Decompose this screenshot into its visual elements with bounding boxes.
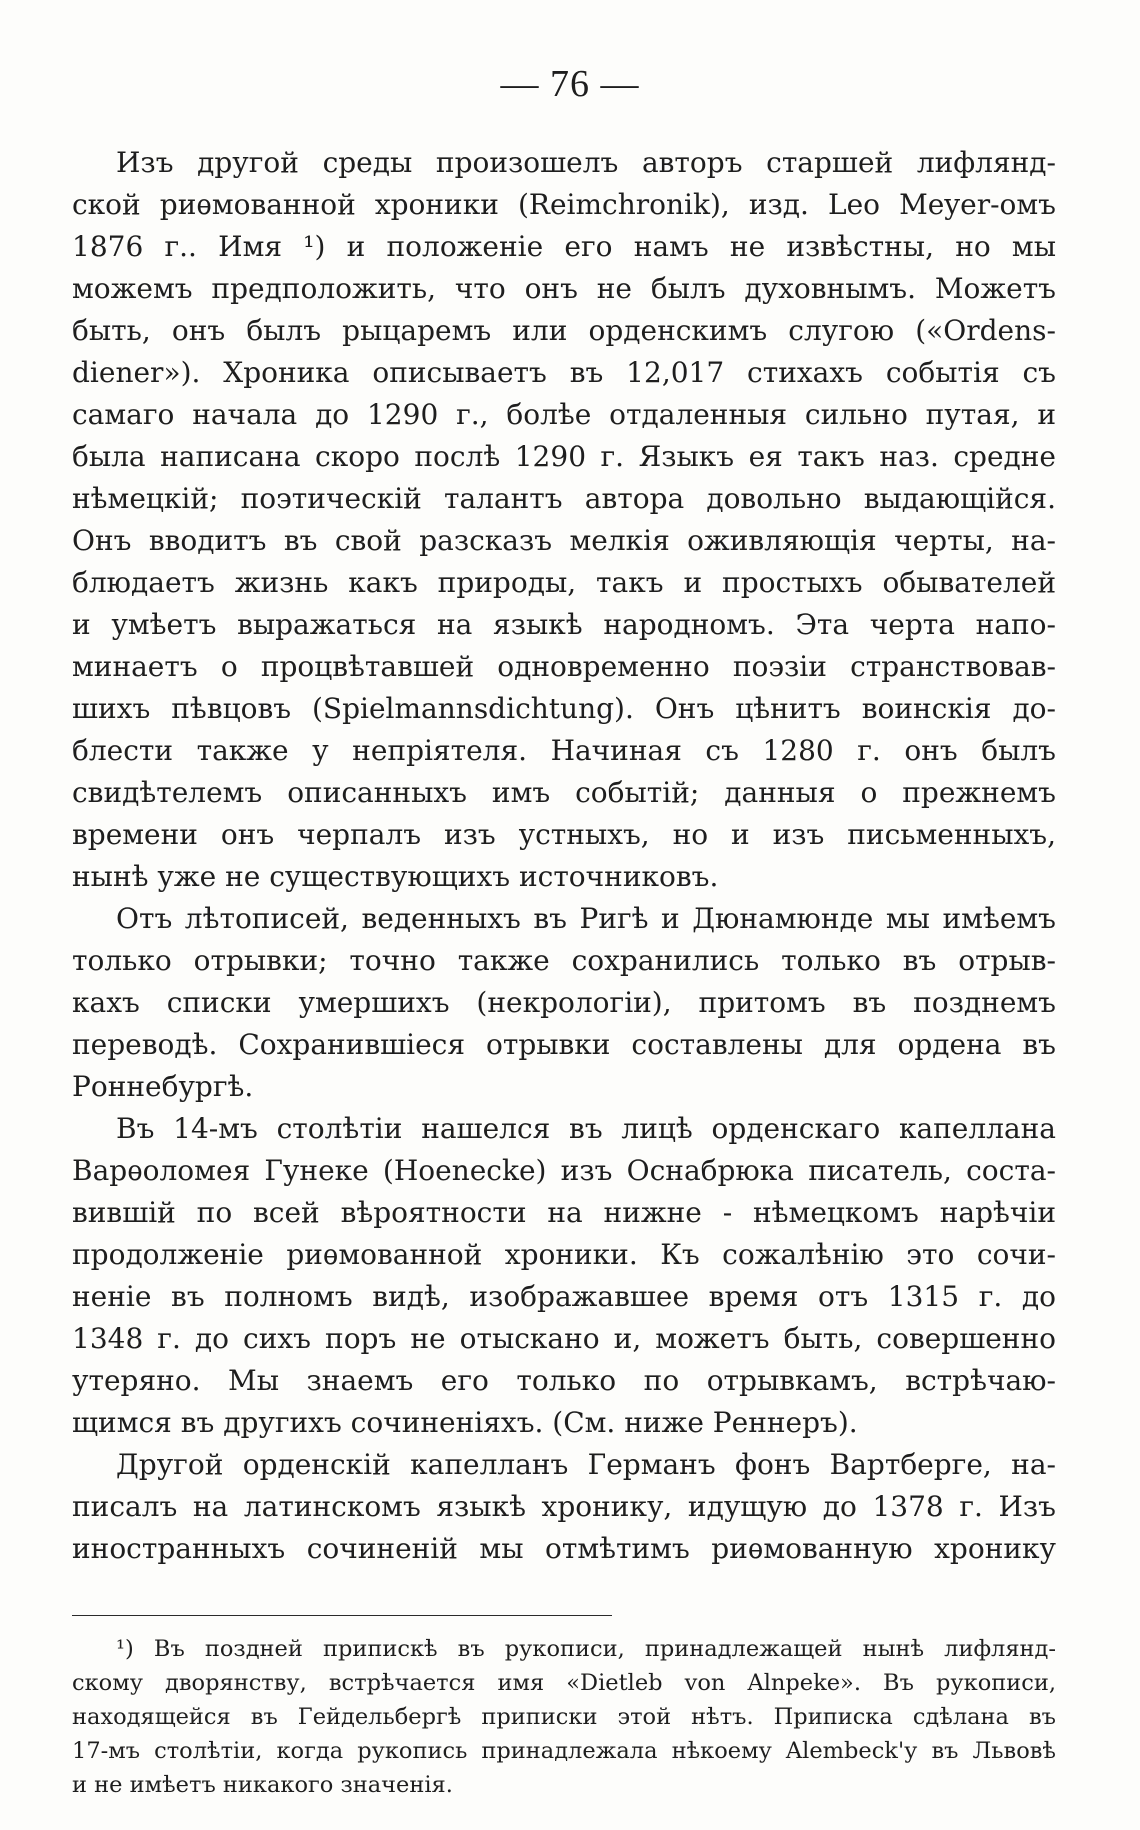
footnote: [72, 1632, 1056, 1802]
text-line: 1876 г.. Имя ¹) и положеніе его намъ не извѣстны, но мы: [72, 230, 1056, 263]
paragraph: [72, 1444, 1056, 1570]
text-line: неніе въ полномъ видѣ, изображавшее время отъ 1315 г. до: [72, 1280, 1056, 1313]
text-line: Изъ другой среды произошелъ авторъ старшей лифлянд-: [116, 146, 1056, 179]
text-line: блюдаетъ жизнь какъ природы, такъ и простыхъ обывателей: [72, 566, 1056, 599]
text-line: кахъ списки умершихъ (некрологіи), притомъ въ позднемъ: [72, 986, 1056, 1019]
text-line: продолженіе риѳмованной хроники. Къ сожалѣнію это сочи-: [72, 1238, 1056, 1271]
text-line: 1348 г. до сихъ поръ не отыскано и, можетъ быть, совершенно: [72, 1322, 1056, 1355]
text-line: вившій по всей вѣроятности на нижне - нѣмецкомъ нарѣчіи: [72, 1196, 1056, 1229]
paragraph: [72, 1108, 1056, 1444]
text-line: можемъ предположить, что онъ не былъ духовнымъ. Можетъ: [72, 272, 1056, 305]
text-line: Отъ лѣтописей, веденныхъ въ Ригѣ и Дюнамюнде мы имѣемъ: [116, 902, 1056, 935]
text-line: писалъ на латинскомъ языкѣ хронику, идущую до 1378 г. Изъ: [72, 1490, 1056, 1523]
page-number: — 76 —: [500, 63, 640, 105]
text-line: свидѣтелемъ описанныхъ имъ событій; данныя о прежнемъ: [72, 776, 1056, 809]
text-line: Варѳоломея Гунеке (Hoenecke) изъ Оснабрюка писатель, соста-: [72, 1154, 1056, 1187]
main-text: [72, 142, 1056, 1570]
footnote-line: [72, 1632, 1056, 1666]
text-line: шихъ пѣвцовъ (Spielmannsdichtung). Онъ цѣнитъ воинскія до-: [72, 692, 1056, 725]
text-line: была написана скоро послѣ 1290 г. Языкъ ея такъ наз. средне: [72, 440, 1056, 473]
text-line: и умѣетъ выражаться на языкѣ народномъ. Эта черта напо-: [72, 608, 1056, 641]
text-line: ской риѳмованной хроники (Reimchronik), изд. Leo Meyer-омъ: [72, 188, 1056, 221]
footnote-line: и не имѣетъ никакого значенія.: [72, 1772, 453, 1798]
text-line: diener»). Хроника описываетъ въ 12,017 стихахъ событія съ: [72, 356, 1056, 389]
text-line: Онъ вводитъ въ свой разсказъ мелкія оживляющія черты, на-: [72, 524, 1056, 557]
text-line: Роннебургѣ.: [72, 1070, 254, 1103]
footnote-text: Въ поздней припискѣ въ рукописи, принадлежащей нынѣ лифлянд-: [153, 1636, 1056, 1662]
text-line: быть, онъ былъ рыцаремъ или орденскимъ слугою («Ordens-: [72, 314, 1056, 347]
text-line: самаго начала до 1290 г., болѣе отдаленныя сильно путая, и: [72, 398, 1056, 431]
text-line: минаетъ о процвѣтавшей одновременно поэзіи странствовав-: [72, 650, 1056, 683]
paragraph: [72, 142, 1056, 898]
text-line: утеряно. Мы знаемъ его только по отрывкамъ, встрѣчаю-: [72, 1364, 1056, 1397]
text-line: Другой орденскій капелланъ Германъ фонъ Вартберге, на-: [116, 1448, 1056, 1481]
text-line: только отрывки; точно также сохранились только въ отрыв-: [72, 944, 1056, 977]
footnote-marker: ¹): [116, 1636, 134, 1662]
text-line: блести также у непріятеля. Начиная съ 1280 г. онъ былъ: [72, 734, 1056, 767]
text-line: времени онъ черпалъ изъ устныхъ, но и изъ письменныхъ,: [72, 818, 1056, 851]
text-line: щимся въ другихъ сочиненіяхъ. (См. ниже Реннеръ).: [72, 1406, 858, 1439]
footnote-divider: [72, 1615, 612, 1616]
text-line: нынѣ уже не существующихъ источниковъ.: [72, 860, 719, 893]
footnote-line: скому дворянству, встрѣчается имя «Dietleb von Alnpeke». Въ рукописи,: [72, 1670, 1056, 1696]
text-line: Въ 14-мъ столѣтіи нашелся въ лицѣ орденскаго капеллана: [116, 1112, 1056, 1145]
paragraph: [72, 898, 1056, 1108]
text-line: иностранныхъ сочиненій мы отмѣтимъ риѳмованную хронику: [72, 1532, 1056, 1565]
text-line: переводѣ. Сохранившіеся отрывки составлены для ордена въ: [72, 1028, 1056, 1061]
footnote-line: находящейся въ Гейдельбергѣ приписки этой нѣтъ. Приписка сдѣлана въ: [72, 1704, 1056, 1730]
text-line: нѣмецкій; поэтическій талантъ автора довольно выдающійся.: [72, 482, 1056, 515]
footnote-line: 17-мъ столѣтіи, когда рукопись принадлежала нѣкоему Alembeck'у въ Львовѣ: [72, 1738, 1056, 1764]
